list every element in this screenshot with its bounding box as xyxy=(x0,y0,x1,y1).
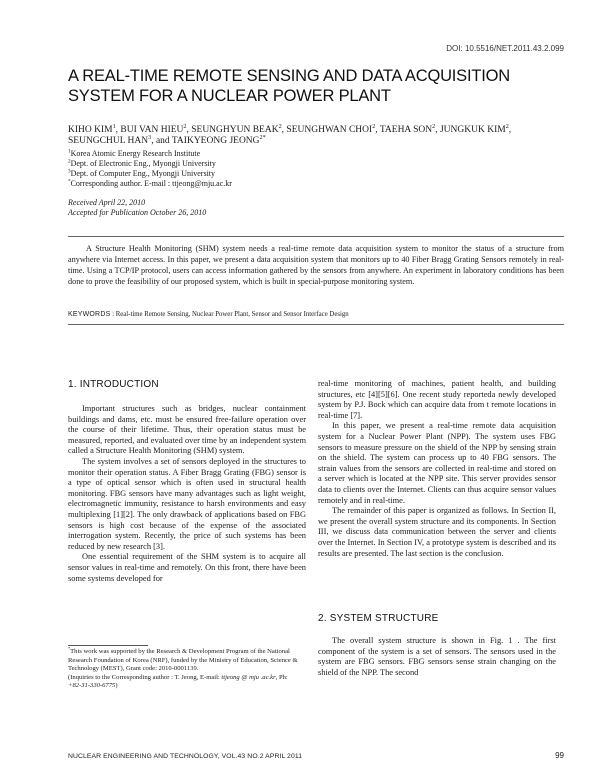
footnote-inquiry xyxy=(68,674,298,691)
affiliation-item xyxy=(68,149,368,159)
footnote-rule xyxy=(68,645,148,646)
author-name: SEUNGCHUL HAN xyxy=(68,136,149,146)
section-heading-system-structure: 2. SYSTEM STRUCTURE xyxy=(318,613,439,624)
footnote-phone: +82-31-330-6775 xyxy=(68,682,116,690)
paragraph: In this paper, we present a real-time remote data acquisition system for a Nuclear Power Plant (NPP). The system uses FBG sensors to measure pressure on the shield of the NPP by sensing strain on the shield. The system can process up to 40 FBG sensors. The strain values from the sensors are collected in real-time and stored on a server which is located at the NPP site. This server provides sensor data to clients over the Internet. Clients can thus acquire sensor values remotely and in real-time. xyxy=(318,421,556,505)
author-name: TAEHA SON xyxy=(379,125,433,135)
keywords-label: KEYWORDS xyxy=(68,311,111,318)
footnote-inquiry-mid: , Ph: xyxy=(275,673,288,681)
footnote-email: ttjeong @ mju .ac.kr xyxy=(221,673,276,681)
paper-title: A REAL-TIME REMOTE SENSING AND DATA ACQUISITION SYSTEM FOR A NUCLEAR POWER PLANT xyxy=(68,67,510,105)
abstract-bottom-rule xyxy=(68,324,564,325)
author-mark: 2 xyxy=(432,123,436,130)
author-name: KIHO KIM xyxy=(68,125,113,135)
journal-footer: NUCLEAR ENGINEERING AND TECHNOLOGY, VOL.43 NO.2 APRIL 2011 xyxy=(68,753,303,760)
abstract-top-rule xyxy=(68,236,564,237)
paragraph: Important structures such as bridges, nuclear containment buildings and dams, etc. must be ensured free-failure operation over the course of their lifetime. Thus, their operation status must be measured, reported, and evaluated over time by an independent system called a Structure Health Monitoring (SHM) system. xyxy=(68,404,306,456)
affiliation-mark: 2 xyxy=(68,158,71,165)
affiliation-list xyxy=(68,149,368,189)
author-sep: , xyxy=(115,125,121,135)
footnote-inquiry-prefix: (Inquiries to the Corresponding author : T. Jeong, E-mail: xyxy=(68,673,222,681)
left-column-body xyxy=(68,404,306,584)
keywords-text: : Real-time Remote Sensing, Nuclear Power Plant, Sensor and Sensor Interface Design xyxy=(110,311,349,318)
footnote-funding xyxy=(68,645,298,674)
accepted-date: Accepted for Publication October 26, 2010 xyxy=(68,208,207,217)
author-sep: , and xyxy=(151,136,172,146)
author-list xyxy=(68,125,548,147)
affiliation-mark: 1 xyxy=(68,148,71,155)
affiliation-text: Korea Atomic Energy Research Institute xyxy=(70,149,201,158)
author-name: TAIKYEONG JEONG xyxy=(171,136,260,146)
keywords-line xyxy=(68,310,564,319)
author-sep: , xyxy=(435,125,440,135)
affiliation-text: Dept. of Electronic Eng., Myongji University xyxy=(70,159,216,168)
section-heading-introduction: 1. INTRODUCTION xyxy=(68,379,159,390)
author-name: BUI VAN HIEU xyxy=(120,125,184,135)
paragraph: The remainder of this paper is organized as follows. In Section II, we present the overall system structure and its components. In Section III, we discuss data communication between the server and clients over the Internet. In Section IV, a prototype system is described and its results are presented. The last section is the conclusion. xyxy=(318,506,556,558)
author-mark: 2 xyxy=(505,123,509,130)
author-mark: 2 xyxy=(278,123,282,130)
paragraph: The system involves a set of sensors deployed in the structures to monitor their operation status. A Fiber Bragg Grating (FBG) sensor is a type of optical sensor which is often used in structural health monitoring. FBG sensors have many advantages such as light weight, electromagnetic immunity, resistance to harsh environments and easy multiplexing [1][2]. The only drawback of applications based on FBG sensors is high cost because of the expense of the associated interrogation system. Recently, the price of such systems has been reduced by new research [3]. xyxy=(68,456,306,551)
received-date: Received April 22, 2010 xyxy=(68,198,146,207)
author-mark: 2 xyxy=(372,123,376,130)
affiliation-mark: * xyxy=(68,178,71,185)
author-sep: , xyxy=(375,125,380,135)
author-name: SEUNGHWAN CHOI xyxy=(286,125,373,135)
paragraph: One essential requirement of the SHM system is to acquire all sensor values in real-time and remotely. On this front, there have been some systems developed for xyxy=(68,552,306,583)
right-column-body xyxy=(318,379,556,559)
affiliation-text: Corresponding author. E-mail : ttjeong@mju.ac.kr xyxy=(70,179,232,188)
author-mark: 2 xyxy=(183,123,187,130)
affiliation-mark: 3 xyxy=(68,168,71,175)
author-sep: , xyxy=(508,125,512,135)
author-sep: , xyxy=(281,125,287,135)
affiliation-text: Dept. of Computer Eng., Myongji University xyxy=(70,169,216,178)
abstract-text: A Structure Health Monitoring (SHM) system needs a real-time remote data acquisition system to monitor the status of a structure from anywhere via Internet access. In this paper, we present a data acquisition system that monitors up to 40 Fiber Bragg Grating Sensors remotely in real-time. Using a TCP/IP protocol, users can access information gathered by the sensors from anywhere. An experiment in laboratory conditions has been done to prove the feasibility of our proposed system, which is built in special-purpose monitoring system. xyxy=(68,244,564,286)
footnote-inquiry-suffix: ) xyxy=(115,682,118,690)
author-mark: 3 xyxy=(148,134,152,141)
author-mark: 2* xyxy=(259,134,266,141)
footnote-text: This work was supported by the Research & Development Program of the National Research Foundation of Korea (NRF), funded by the Ministry of Education, Science & Technology (MEST), Grant code: 2010-0001139. xyxy=(68,648,298,673)
affiliation-item xyxy=(68,159,368,169)
affiliation-item xyxy=(68,179,368,189)
footnote xyxy=(68,645,298,691)
author-mark: 1 xyxy=(112,123,116,130)
author-name: JUNGKUK KIM xyxy=(439,125,506,135)
footnote-mark: * xyxy=(68,645,71,651)
doi-label: DOI: 10.5516/NET.2011.43.2.099 xyxy=(446,44,564,53)
paragraph: The overall system structure is shown in Fig. 1 . The first component of the system is a set of sensors. The sensors used in the system are FBG sensors. FBG sensors sense strain changing on the shield of the NPP. The second xyxy=(318,636,556,677)
page-number: 99 xyxy=(555,751,564,760)
author-sep: , xyxy=(186,125,192,135)
section2-body xyxy=(318,636,556,678)
affiliation-item xyxy=(68,169,368,179)
dates-block xyxy=(68,198,206,218)
paragraph-continued: real-time monitoring of machines, patient health, and building structures, etc [4][5][6]. One recent study reporteda newly developed system by P.J. Bock which can acquire data from t remote locations in real-time [7]. xyxy=(318,379,556,420)
author-name: SEUNGHYUN BEAK xyxy=(191,125,279,135)
